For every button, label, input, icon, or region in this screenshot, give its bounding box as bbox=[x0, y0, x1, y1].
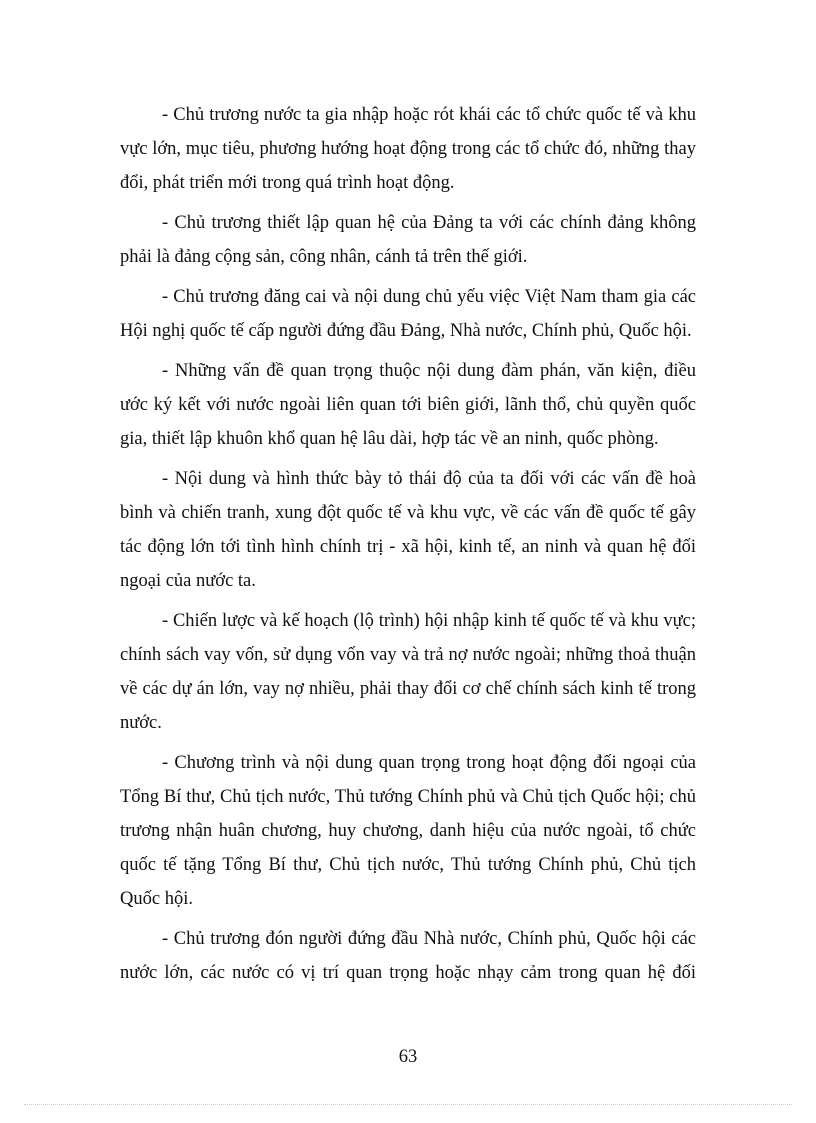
paragraph-2: - Chủ trương thiết lập quan hệ của Đảng ta với các chính đảng không phải là đảng cộng sản, công nhân, cánh tả trên thế giới. bbox=[120, 213, 696, 267]
paragraph-1: - Chủ trương nước ta gia nhập hoặc rót khái các tổ chức quốc tế và khu vực lớn, mục tiêu, phương hướng hoạt động trong các tổ chức đó, những thay đổi, phát triển mới trong quá trình hoạt động. bbox=[120, 105, 696, 193]
paragraph-5: - Nội dung và hình thức bày tỏ thái độ của ta đối với các vấn đề hoà bình và chiến tranh, xung đột quốc tế và khu vực, về các vấn đề quốc tế gây tác động lớn tới tình hình chính trị - xã hội, kinh tế, an ninh và quan hệ đối ngoại của nước ta. bbox=[120, 469, 696, 591]
paragraph-6: - Chiến lược và kế hoạch (lộ trình) hội nhập kinh tế quốc tế và khu vực; chính sách vay vốn, sử dụng vốn vay và trả nợ nước ngoài; những thoả thuận về các dự án lớn, vay nợ nhiều, phải thay đổi cơ chế chính sách kinh tế trong nước. bbox=[120, 611, 696, 733]
body-text bbox=[120, 98, 696, 996]
paragraph-7: - Chương trình và nội dung quan trọng trong hoạt động đối ngoại của Tổng Bí thư, Chủ tịch nước, Thủ tướng Chính phủ và Chủ tịch Quốc hội; chủ trương nhận huân chương, huy chương, danh hiệu của nước ngoài, tổ chức quốc tế tặng Tổng Bí thư, Chủ tịch nước, Thủ tướng Chính phủ, Chủ tịch Quốc hội. bbox=[120, 753, 696, 909]
paragraph-3: - Chủ trương đăng cai và nội dung chủ yếu việc Việt Nam tham gia các Hội nghị quốc tế cấp người đứng đầu Đảng, Nhà nước, Chính phủ, Quốc hội. bbox=[120, 287, 696, 341]
page-bottom-divider bbox=[24, 1104, 792, 1105]
paragraph-8: - Chủ trương đón người đứng đầu Nhà nước, Chính phủ, Quốc hội các nước lớn, các nước có vị trí quan trọng hoặc nhạy cảm trong quan hệ đối bbox=[120, 929, 696, 983]
paragraph-4: - Những vấn đề quan trọng thuộc nội dung đàm phán, văn kiện, điều ước ký kết với nước ngoài liên quan tới biên giới, lãnh thổ, chủ quyền quốc gia, thiết lập khuôn khổ quan hệ lâu dài, hợp tác về an ninh, quốc phòng. bbox=[120, 361, 696, 449]
page-number: 63 bbox=[398, 1047, 418, 1067]
